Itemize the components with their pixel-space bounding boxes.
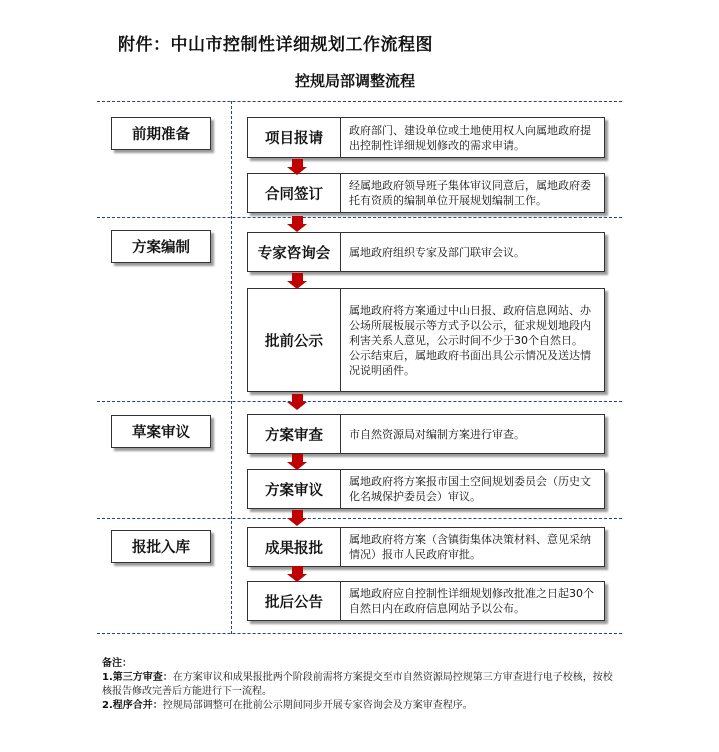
section-divider (97, 401, 622, 402)
stage-review: 草案审议 (111, 415, 211, 448)
note-item (102, 699, 622, 713)
step-title: 合同签订 (248, 174, 341, 212)
note-label: 2.程序合并： (102, 700, 163, 711)
step-desc: 属地政府将方案（含镇街集体决策材料、意见采纳情况）报市人民政府审批。 (349, 533, 591, 561)
step-plan-deliberation (247, 469, 605, 509)
step-title: 项目报请 (248, 118, 341, 157)
step-plan-review (247, 414, 605, 454)
step-title: 批后公告 (248, 582, 341, 620)
step-title: 方案审查 (248, 415, 341, 453)
note-label: 1.第三方审查： (102, 672, 173, 683)
step-desc: 属地政府将方案通过中山日报、政府信息网站、办公场所展板展示等方式予以公示，征求规划地段内利害关系人意见，公示时间不少于30个自然日。 公示结束后，属地政府书面出具公示情况及送达情况说明函件。 (349, 303, 591, 377)
step-title: 专家咨询会 (248, 233, 341, 271)
step-pre-approval-publicity (247, 288, 605, 392)
page-title: 附件：中山市控制性详细规划工作流程图 (118, 35, 433, 55)
step-desc: 政府部门、建设单位或土地使用权人向属地政府提出控制性详细规划修改的需求申请。 (349, 123, 591, 152)
flow-subtitle: 控规局部调整流程 (295, 72, 416, 90)
stage-drafting: 方案编制 (111, 230, 211, 263)
step-desc: 市自然资源局对编制方案进行审查。 (349, 427, 525, 441)
column-divider (231, 101, 232, 634)
section-divider (97, 633, 622, 634)
section-divider (97, 217, 622, 218)
section-divider (97, 101, 622, 102)
step-title: 批前公示 (248, 289, 341, 391)
section-divider (97, 518, 622, 519)
step-expert-consultation (247, 232, 605, 272)
step-desc: 经属地政府领导班子集体审议同意后，属地政府委托有资质的编制单位开展规划编制工作。 (349, 179, 591, 207)
note-item (102, 671, 622, 699)
step-desc: 属地政府组织专家及部门联审会议。 (349, 245, 525, 259)
step-title: 成果报批 (248, 528, 341, 566)
step-desc: 属地政府应自控制性详细规划修改批准之日起30个自然日内在政府信息网站予以公布。 (349, 587, 594, 615)
step-title: 方案审议 (248, 470, 341, 508)
notes (102, 657, 622, 713)
note-text: 控规局部调整可在批前公示期间同步开展专家咨询会及方案审查程序。 (162, 700, 473, 711)
notes-heading: 备注： (102, 658, 132, 669)
stage-prep: 前期准备 (111, 117, 211, 150)
step-project-request (247, 117, 605, 158)
step-contract-signing (247, 173, 605, 213)
step-result-submission (247, 527, 605, 567)
step-desc: 属地政府将方案报市国土空间规划委员会（历史文化名城保护委员会）审议。 (349, 475, 591, 503)
step-post-approval-notice (247, 581, 605, 621)
stage-approval: 报批入库 (111, 530, 211, 563)
note-text: 在方案审议和成果报批两个阶段前需将方案提交至市自然资源局控规第三方审查进行电子校核，按校核报告修改完善后方能进行下一流程。 (102, 672, 613, 697)
